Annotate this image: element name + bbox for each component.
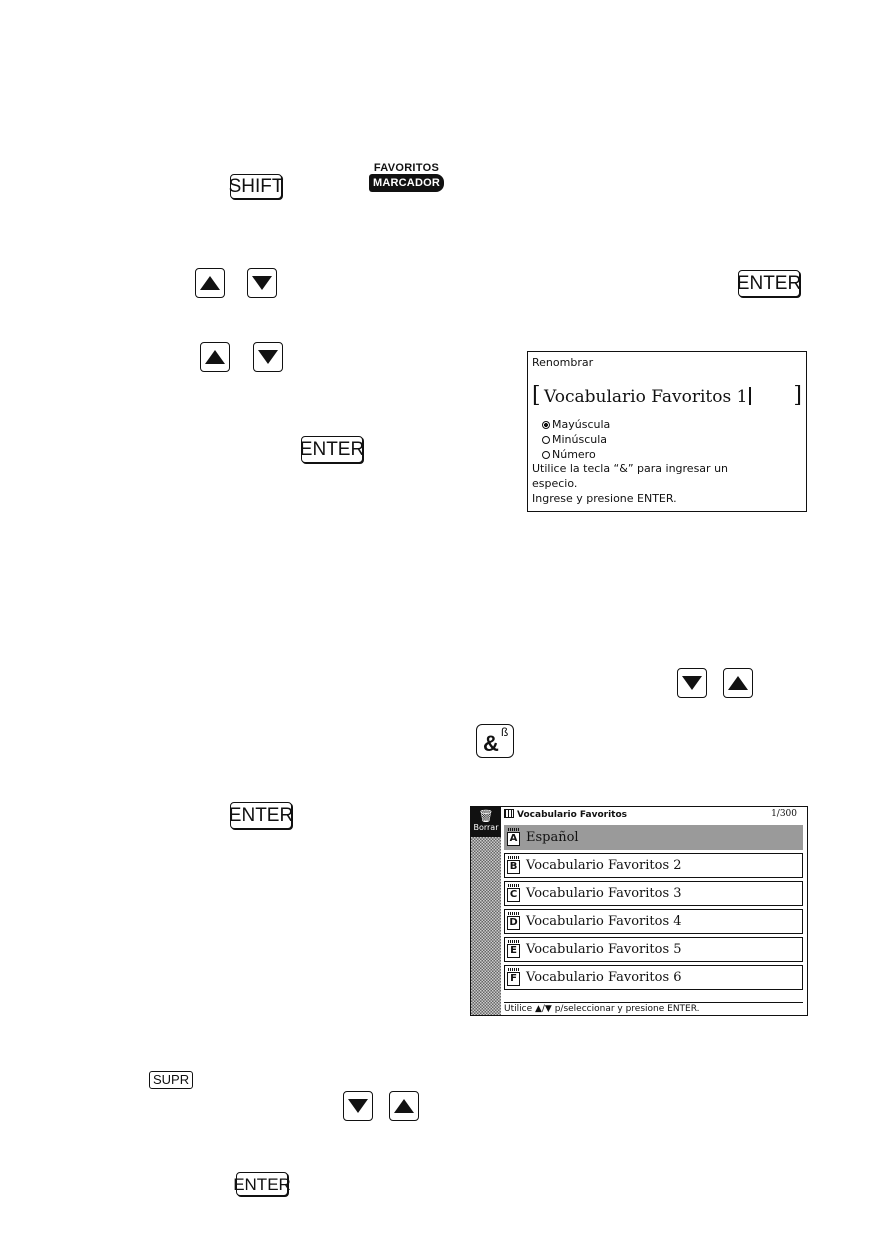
supr-key: SUPR (149, 1071, 193, 1089)
option-minuscula: Minúscula (542, 433, 607, 446)
list-footer-hint: Utilice ▲/▼ p/seleccionar y presione ENTER. (504, 1002, 803, 1014)
list-item (504, 909, 803, 934)
text-cursor (749, 387, 751, 405)
letter-f-icon: F (507, 972, 520, 986)
down-triangle-icon (682, 676, 702, 690)
ampersand-key (476, 724, 514, 758)
rename-screen (527, 351, 807, 512)
left-bracket: [ (532, 383, 541, 408)
list-item (504, 853, 803, 878)
radio-icon (542, 451, 550, 459)
list-item (504, 937, 803, 962)
letter-d-icon: D (507, 916, 520, 930)
rename-title: Renombrar (532, 356, 594, 369)
down-arrow-key (677, 668, 707, 698)
page-indicator: 1/300 (771, 809, 797, 819)
radio-selected-icon (542, 421, 550, 429)
favorites-list-screen (470, 806, 808, 1016)
letter-b-icon: B (507, 860, 520, 874)
beta-label: ß (501, 725, 509, 739)
list-item (504, 825, 803, 850)
favoritos-marcador-key (369, 162, 444, 192)
list-header (504, 809, 803, 821)
trash-button (471, 807, 501, 837)
down-arrow-key (253, 342, 283, 372)
favoritos-label: FAVORITOS (373, 162, 440, 174)
radio-icon (542, 436, 550, 444)
up-triangle-icon (394, 1099, 414, 1113)
enter-key: ENTER (738, 270, 800, 297)
letter-a-icon: A (507, 832, 520, 846)
list-item (504, 965, 803, 990)
list-item-name: Español (526, 830, 579, 845)
option-numero: Número (542, 448, 596, 461)
list-item-name: Vocabulario Favoritos 2 (526, 858, 682, 873)
list-title: Vocabulario Favoritos (517, 810, 628, 820)
rename-input-value: Vocabulario Favoritos 1 (544, 387, 748, 407)
up-triangle-icon (205, 350, 225, 364)
rename-message-line: Utilice la tecla “&” para ingresar un (532, 462, 729, 475)
up-arrow-key (195, 268, 225, 298)
list-item-name: Vocabulario Favoritos 6 (526, 970, 682, 985)
list-item-name: Vocabulario Favoritos 5 (526, 942, 682, 957)
up-arrow-key (723, 668, 753, 698)
list-item-name: Vocabulario Favoritos 4 (526, 914, 682, 929)
list-item-name: Vocabulario Favoritos 3 (526, 886, 682, 901)
up-triangle-icon (200, 276, 220, 290)
enter-key: ENTER (236, 1172, 288, 1196)
enter-key: ENTER (301, 436, 363, 463)
up-arrow-key (389, 1091, 419, 1121)
up-arrow-key (200, 342, 230, 372)
ampersand-label: & (483, 731, 499, 756)
trash-label: Borrar (473, 823, 499, 832)
down-triangle-icon (252, 276, 272, 290)
up-triangle-icon (728, 676, 748, 690)
option-mayuscula: Mayúscula (542, 418, 610, 431)
down-triangle-icon (258, 350, 278, 364)
shift-key: SHIFT (228, 176, 284, 197)
letter-e-icon: E (507, 944, 520, 958)
rename-message-line: especio. (532, 477, 578, 490)
list-item (504, 881, 803, 906)
grid-icon (504, 809, 514, 818)
marcador-label: MARCADOR (369, 174, 444, 192)
down-arrow-key (247, 268, 277, 298)
right-bracket: ] (793, 383, 802, 408)
enter-key: ENTER (230, 802, 292, 829)
down-triangle-icon (348, 1099, 368, 1113)
side-panel (471, 807, 501, 1015)
letter-c-icon: C (507, 888, 520, 902)
rename-message-line: Ingrese y presione ENTER. (532, 492, 677, 505)
trash-icon: 🗑 (478, 809, 494, 823)
down-arrow-key (343, 1091, 373, 1121)
